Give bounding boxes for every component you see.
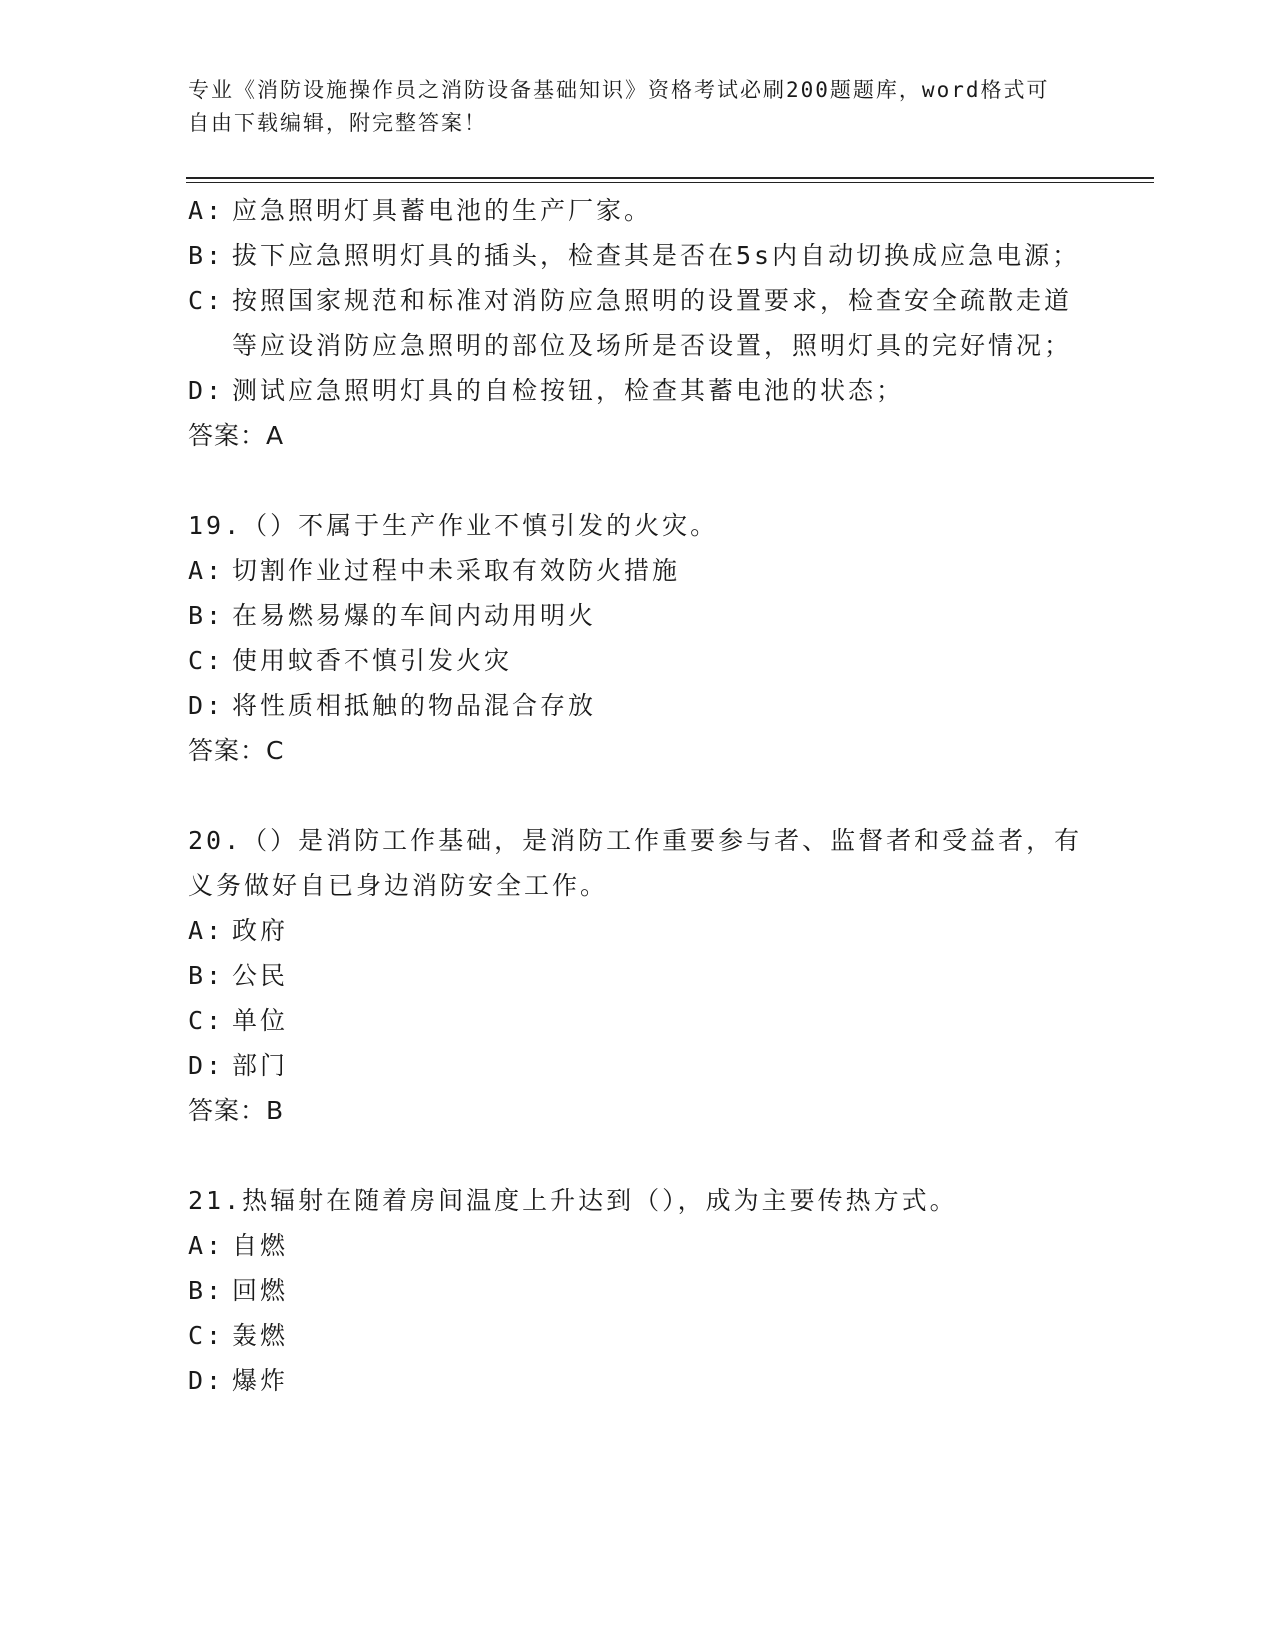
option-text: 回燃 xyxy=(232,1276,289,1305)
option-text: 自燃 xyxy=(232,1231,289,1260)
option-letter: C: xyxy=(188,646,225,675)
question-19 xyxy=(188,503,1088,773)
answer-line: 答案：A xyxy=(188,421,285,450)
question-text: 19.（）不属于生产作业不慎引发的火灾。 xyxy=(188,511,719,540)
option-c xyxy=(188,1313,1088,1358)
question-20 xyxy=(188,818,1088,1133)
option-a xyxy=(188,908,1088,953)
option-text: 单位 xyxy=(232,1006,289,1035)
spacer xyxy=(188,1133,1088,1178)
option-letter: D: xyxy=(188,1366,225,1395)
option-text: 测试应急照明灯具的自检按钮，检查其蓄电池的状态； xyxy=(232,376,905,405)
option-text: 爆炸 xyxy=(232,1366,289,1395)
spacer xyxy=(188,773,1088,818)
question-18 xyxy=(188,188,1088,458)
option-text: 在易燃易爆的车间内动用明火 xyxy=(232,601,597,630)
option-letter: C: xyxy=(188,1321,225,1350)
header-rule-thin xyxy=(186,182,1154,183)
option-letter: A: xyxy=(188,1231,225,1260)
option-a xyxy=(188,1223,1088,1268)
option-d xyxy=(188,683,1088,728)
option-letter: B: xyxy=(188,241,225,270)
option-a xyxy=(188,188,1088,233)
spacer xyxy=(188,458,1088,503)
option-text: 应急照明灯具蓄电池的生产厂家。 xyxy=(232,196,653,225)
question-text: 21.热辐射在随着房间温度上升达到（），成为主要传热方式。 xyxy=(188,1186,958,1215)
option-b xyxy=(188,593,1088,638)
option-text: 按照国家规范和标准对消防应急照明的设置要求，检查安全疏散走道等应设消防应急照明的部位及场所是否设置，照明灯具的完好情况； xyxy=(232,286,1073,360)
option-letter: A: xyxy=(188,916,225,945)
option-a xyxy=(188,548,1088,593)
option-c xyxy=(188,278,1088,368)
answer-line: 答案：C xyxy=(188,736,285,765)
option-letter: D: xyxy=(188,1051,225,1080)
question-text: 20.（）是消防工作基础，是消防工作重要参与者、监督者和受益者，有义务做好自已身边消防安全工作。 xyxy=(188,826,1083,900)
option-b xyxy=(188,953,1088,998)
option-b xyxy=(188,233,1088,278)
option-b xyxy=(188,1268,1088,1313)
option-text: 将性质相抵触的物品混合存放 xyxy=(232,691,597,720)
question-21 xyxy=(188,1178,1088,1403)
option-letter: B: xyxy=(188,961,225,990)
option-d xyxy=(188,1043,1088,1088)
option-text: 轰燃 xyxy=(232,1321,289,1350)
header-title: 专业《消防设施操作员之消防设备基础知识》资格考试必刷200题题库，word格式可自由下载编辑，附完整答案！ xyxy=(188,78,1050,135)
option-text: 部门 xyxy=(232,1051,289,1080)
option-letter: D: xyxy=(188,376,225,405)
option-text: 使用蚊香不慎引发火灾 xyxy=(232,646,513,675)
header-rule-thick xyxy=(186,177,1154,179)
option-d xyxy=(188,1358,1088,1403)
option-c xyxy=(188,998,1088,1043)
option-letter: D: xyxy=(188,691,225,720)
option-text: 政府 xyxy=(232,916,289,945)
option-letter: B: xyxy=(188,1276,225,1305)
option-c xyxy=(188,638,1088,683)
answer-line: 答案：B xyxy=(188,1096,285,1125)
question-content xyxy=(188,188,1088,1403)
option-text: 切割作业过程中未采取有效防火措施 xyxy=(232,556,681,585)
option-text: 公民 xyxy=(232,961,289,990)
option-letter: B: xyxy=(188,601,225,630)
option-letter: A: xyxy=(188,196,225,225)
option-d xyxy=(188,368,1088,413)
document-header xyxy=(188,74,1068,140)
option-letter: A: xyxy=(188,556,225,585)
option-letter: C: xyxy=(188,286,225,315)
option-letter: C: xyxy=(188,1006,225,1035)
option-text: 拔下应急照明灯具的插头，检查其是否在5s内自动切换成应急电源； xyxy=(232,241,1081,270)
